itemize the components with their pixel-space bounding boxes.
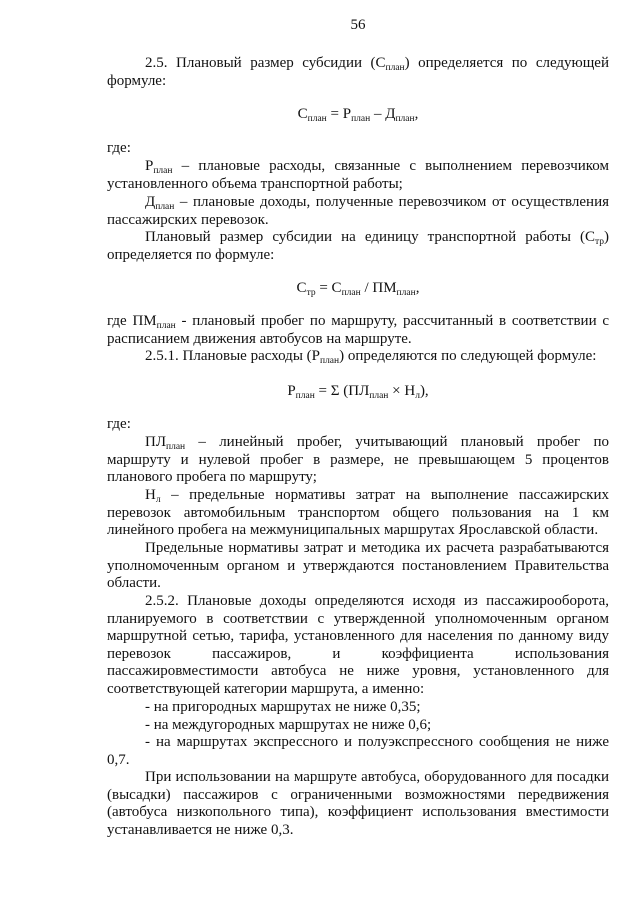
list-item: - на маршрутах экспрессного и полуэкспрессного сообщения не ниже 0,7.	[107, 734, 609, 768]
definition-planned-income: $Д_{план}$ – плановые доходы, полученные перевозчиком от осуществления пассажирских перевозок.	[107, 194, 609, 228]
where-label: где:	[107, 416, 131, 432]
unit-subsidy-paragraph: Плановый размер субсидии на единицу транспортной работы $(С_{тр})$ определяется по формуле:	[107, 229, 609, 263]
planned-mileage-definition: где $ПМ_{план}$ - плановый пробег по маршруту, рассчитанный в соответствии с расписанием движения автобусов на маршруте.	[107, 313, 609, 347]
section-2-5-1-paragraph: 2.5.1. Плановые расходы $(Р_{план})$ определяются по следующей формуле:	[145, 348, 597, 366]
list-item: - на междугородных маршрутах не ниже 0,6;	[145, 717, 432, 733]
section-2-5-paragraph: 2.5. Плановый размер субсидии $(С_{план})$ определяется по следующей формуле:	[107, 55, 609, 89]
low-floor-bus-paragraph: При использовании на маршруте автобуса, оборудованного для посадки (высадки) пассажиров с ограниченными возможностями передвижения (автобуса низкопольного типа), коэффициент использования вместимости устанавливается не ниже 0,3.	[107, 769, 609, 838]
definition-planned-expenses: $Р_{план}$ – плановые расходы, связанные с выполнением перевозчиком установленного объема транспортной работы;	[107, 158, 609, 192]
definition-cost-norms: $Н_л$ – предельные нормативы затрат на выполнение пассажирских перевозок автомобильным транспортом общего пользования на 1 км линейного пробега на межмуниципальных маршрутах Ярославской области.	[107, 487, 609, 539]
page-number: 56	[350, 17, 366, 33]
definition-linear-mileage: $ПЛ_{план}$ – линейный пробег, учитывающий плановый пробег по маршруту и нулевой пробег в размере, не превышающем 5 процентов планового пробега по маршруту;	[107, 434, 609, 486]
where-label: где:	[107, 140, 131, 156]
formula-subsidy: $С_{план} = Р_{план} - Д_{план}$,	[297, 106, 419, 124]
formula-unit-subsidy: $С_{тр} = С_{план} / ПМ_{план}$,	[296, 280, 420, 298]
formula-planned-expenses: $Р_{план} = \Sigma$ $(ПЛ_{план} \times Н_л)$,	[287, 383, 429, 401]
section-2-5-2-paragraph: 2.5.2. Плановые доходы определяются исходя из пассажирооборота, планируемого в соответствии с утвержденной уполномоченным органом маршрутной сетью, тарифа, установленного для населения по данному виду перевозок пассажиров, и коэффициента использования пассажировместимости автобуса не ниже уровня, установленного для соответствующей категории маршрута, а именно:	[107, 593, 609, 697]
cost-norms-paragraph: Предельные нормативы затрат и методика их расчета разрабатываются уполномоченным органом и утверждаются постановлением Правительства области.	[107, 540, 609, 592]
list-item: - на пригородных маршрутах не ниже 0,35;	[145, 699, 421, 715]
